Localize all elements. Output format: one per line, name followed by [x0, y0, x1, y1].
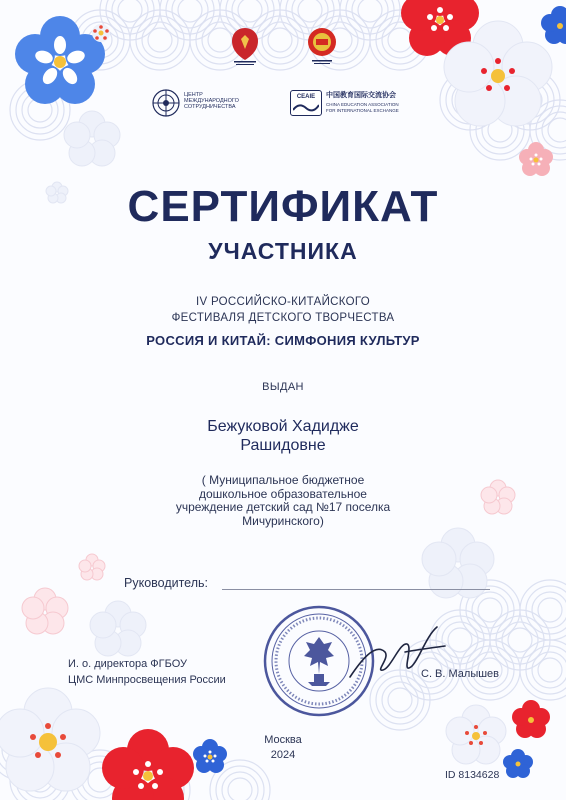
- manager-label: Руководитель:: [124, 576, 209, 590]
- ceaie-abbr: CEAIE: [296, 94, 316, 100]
- director-line1: И. о. директора ФГБОУ: [68, 658, 188, 670]
- festival-line1: IV РОССИЙСКО-КИТАЙСКОГО: [195, 296, 370, 308]
- festival-theme: РОССИЯ И КИТАЙ: СИМФОНИЯ КУЛЬТУР: [146, 333, 420, 348]
- certificate-subtitle: УЧАСТНИКА: [208, 238, 358, 264]
- manager-signature-line: [222, 589, 490, 590]
- ceaie-logo: [290, 90, 420, 118]
- organization-name: [0, 474, 566, 528]
- center-label-line2: МЕЖДУНАРОДНОГО: [184, 98, 239, 104]
- director-title: [68, 656, 226, 688]
- org-line4: Мичуринского): [242, 513, 324, 528]
- issued-label: ВЫДАН: [262, 381, 304, 393]
- festival-line2: ФЕСТИВАЛЯ ДЕТСКОГО ТВОРЧЕСТВА: [171, 312, 395, 324]
- recipient-line1: Бежуковой Хадидже: [207, 418, 359, 435]
- ceaie-english-line1: CHINA EDUCATION ASSOCIATION: [326, 102, 399, 107]
- china-emblem: [306, 26, 338, 66]
- recipient-line2: Рашидовне: [240, 437, 326, 454]
- international-cooperation-center-logo: [152, 89, 247, 119]
- year: 2024: [270, 749, 296, 761]
- center-label-line1: ЦЕНТР: [184, 92, 203, 98]
- signer-name: С. В. Малышев: [421, 668, 500, 680]
- globe-icon: [152, 89, 180, 117]
- center-label-line3: СОТРУДНИЧЕСТВА: [184, 104, 236, 110]
- city: Москва: [264, 734, 302, 746]
- director-line2: ЦМС Минпросвещения России: [68, 674, 226, 686]
- org-line1: ( Муниципальное бюджетное: [201, 473, 365, 487]
- org-line3: учреждение детский сад №17 поселка: [175, 500, 391, 514]
- recipient-name: [0, 417, 566, 455]
- ceaie-chinese-name: 中国教育国际交流协会: [326, 92, 396, 99]
- festival-name: [0, 294, 566, 326]
- place-and-date: [0, 733, 566, 763]
- center-label: [184, 92, 239, 110]
- certificate-title: СЕРТИФИКАТ: [127, 182, 439, 231]
- org-line2: дошкольное образовательное: [199, 486, 367, 501]
- ceaie-english-line2: FOR INTERNATIONAL EXCHANGE: [326, 108, 399, 113]
- ministry-emblem: [228, 26, 262, 66]
- ceaie-mark: [290, 90, 322, 116]
- document-id: ID 8134628: [445, 769, 500, 781]
